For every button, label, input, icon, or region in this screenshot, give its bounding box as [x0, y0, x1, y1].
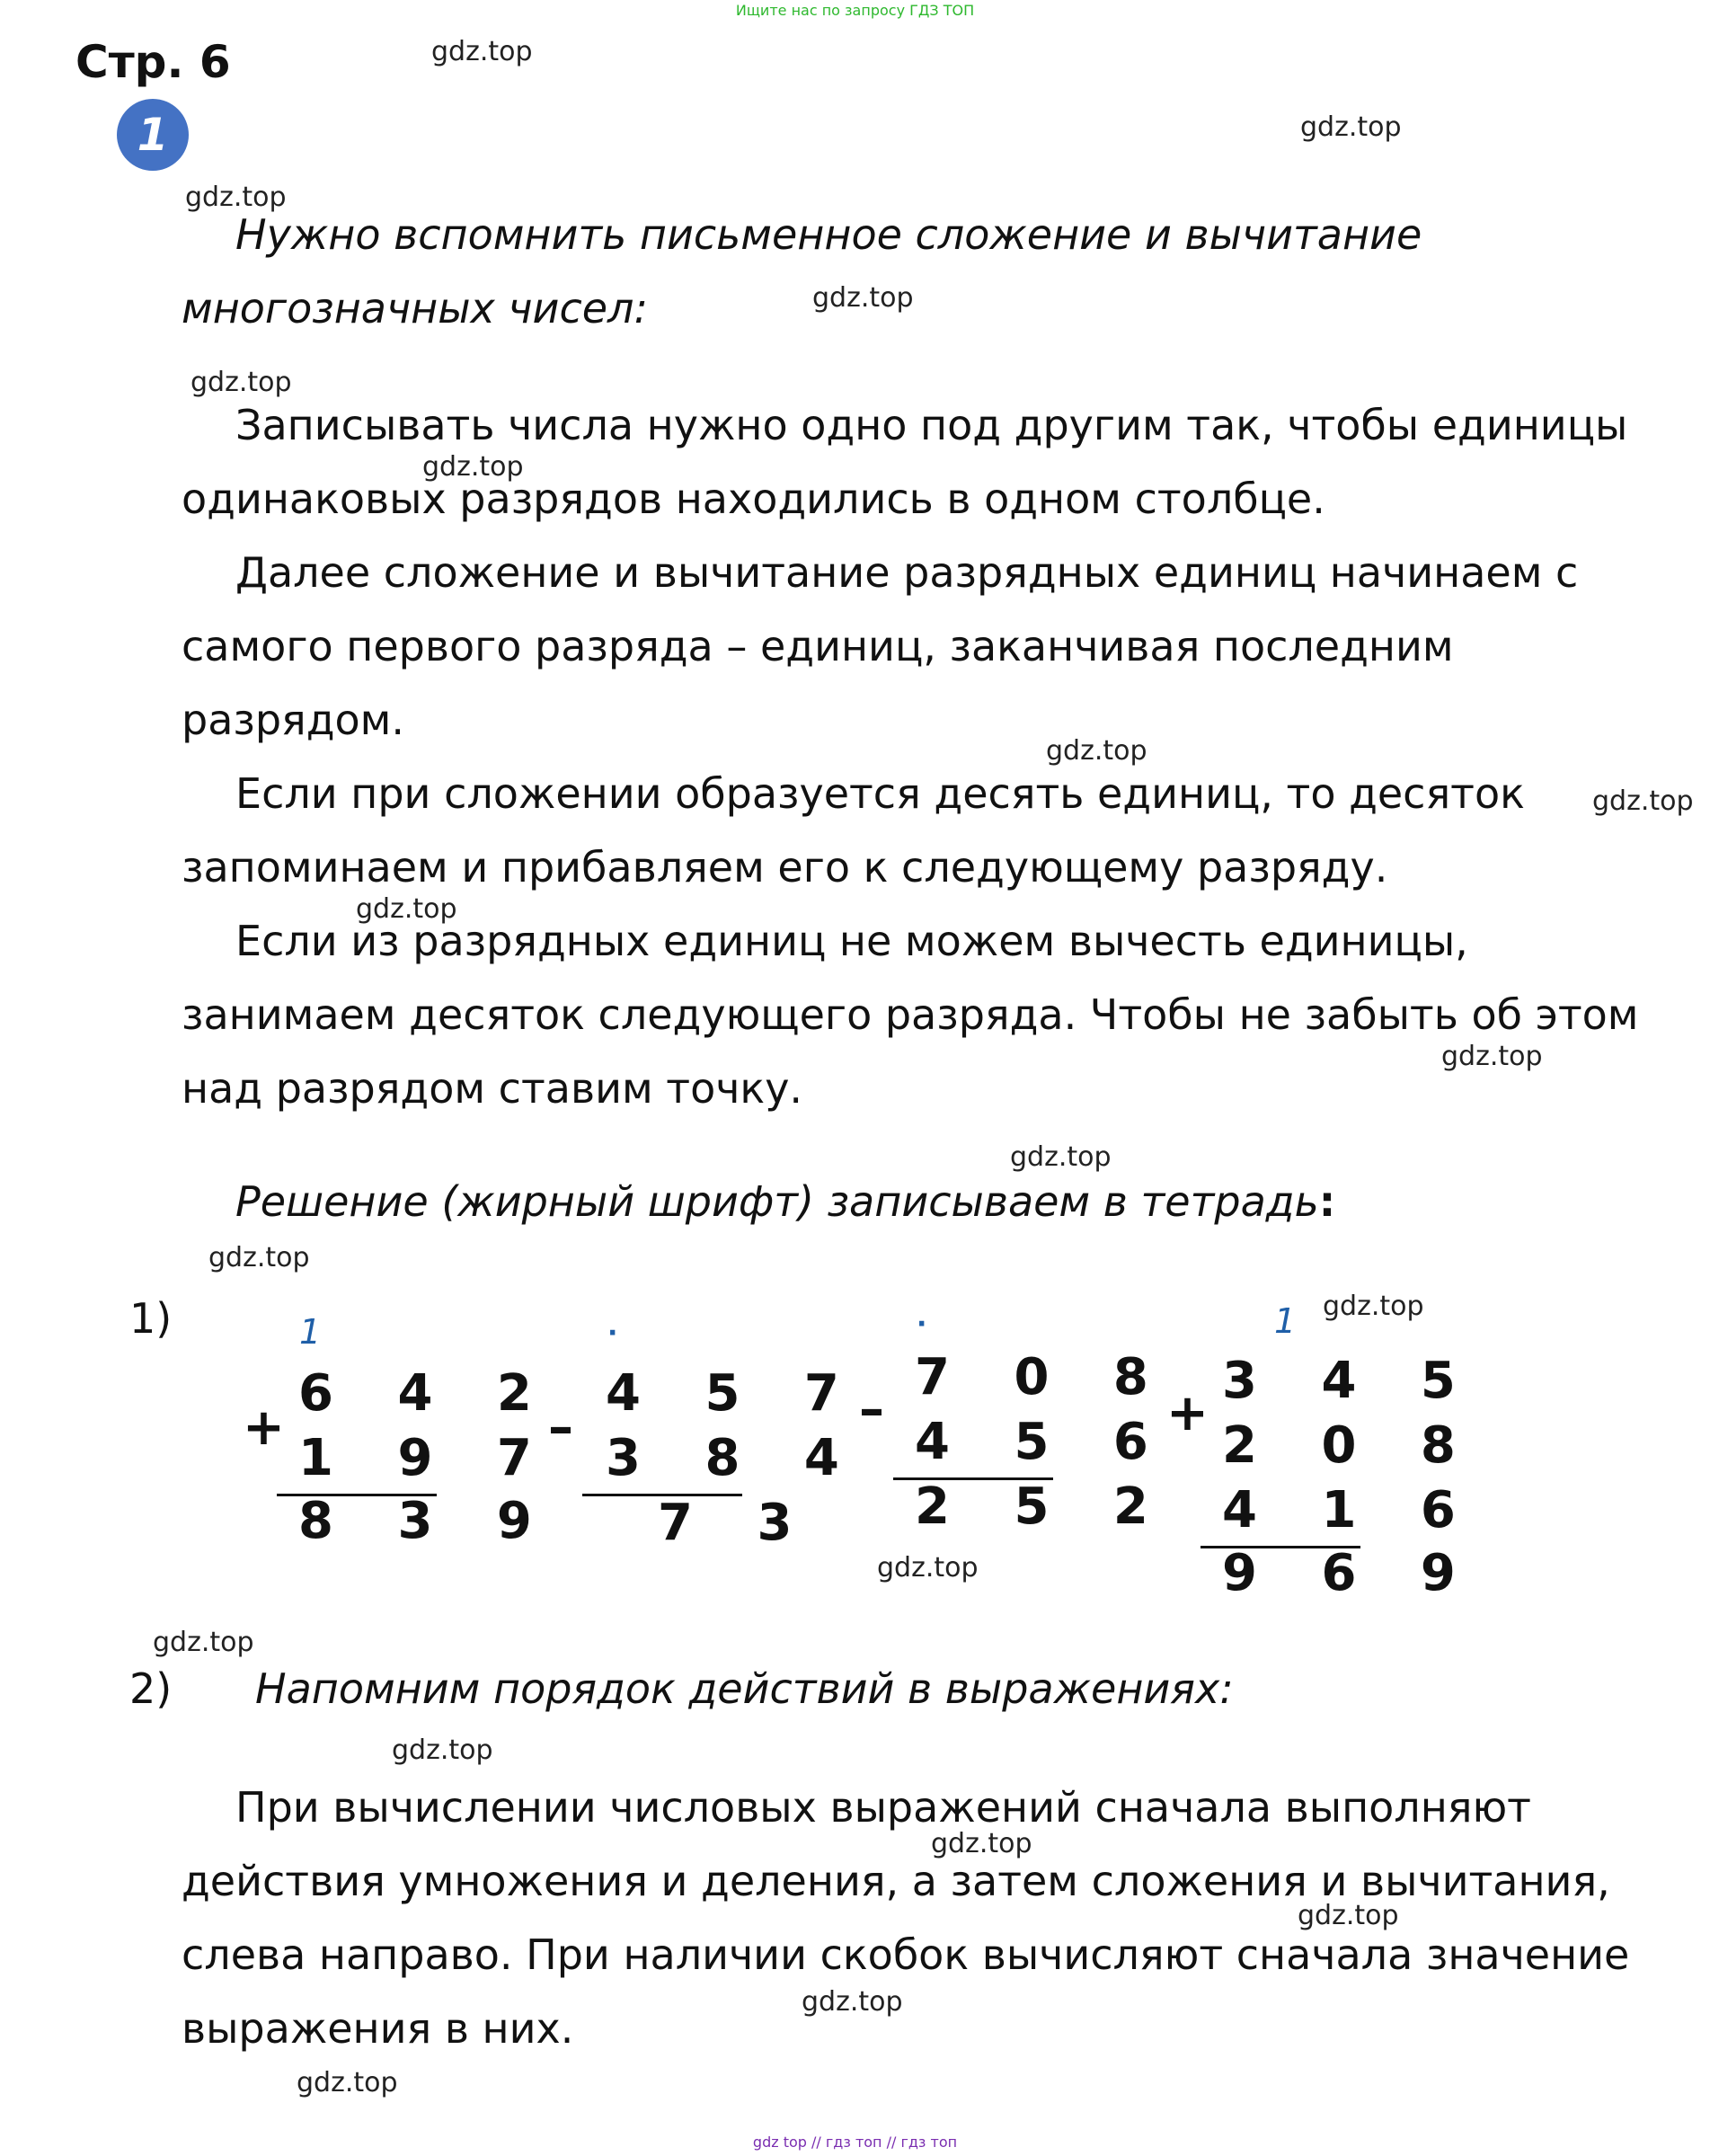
borrow-dot: ·	[917, 1309, 927, 1340]
exercise-number-badge: 1	[117, 99, 189, 171]
operand: 4 1 6	[1222, 1481, 1479, 1539]
result: 8 3 9	[298, 1492, 555, 1550]
paragraph-line: Если из разрядных единиц не можем вычесть единицы,	[235, 917, 1468, 965]
operand: 4 5 7	[606, 1364, 863, 1423]
watermark: gdz.top	[1592, 785, 1694, 817]
plus-sign: +	[1166, 1384, 1209, 1442]
task-1-label: 1)	[129, 1294, 173, 1343]
watermark: gdz.top	[1298, 1900, 1399, 1931]
solution-note-text: Решение (жирный шрифт) записываем в тетрадь	[235, 1177, 1319, 1226]
watermark: gdz.top	[1323, 1291, 1424, 1322]
watermark: gdz.top	[1010, 1141, 1112, 1173]
top-banner: Ищите нас по запросу ГДЗ ТОП	[735, 2, 975, 19]
watermark: gdz.top	[422, 451, 524, 483]
paragraph-line: занимаем десяток следующего разряда. Чтобы не забыть об этом	[182, 990, 1639, 1039]
operand: 3 4 5	[1222, 1352, 1479, 1410]
paragraph-line: При вычислении числовых выражений сначала выполняют	[235, 1783, 1531, 1832]
minus-sign: –	[859, 1380, 884, 1439]
footer: gdz top // гдз топ // гдз топ	[752, 2134, 958, 2151]
watermark: gdz.top	[208, 1242, 310, 1273]
watermark: gdz.top	[190, 367, 292, 398]
plus-sign: +	[243, 1398, 285, 1457]
watermark: gdz.top	[931, 1828, 1032, 1859]
operand: 6 4 2	[298, 1364, 555, 1423]
paragraph-line: выражения в них.	[182, 2004, 574, 2053]
watermark: gdz.top	[812, 282, 914, 314]
carry-mark: 1	[299, 1312, 322, 1352]
intro-line: Нужно вспомнить письменное сложение и вычитание	[235, 210, 1422, 259]
operand: 7 0 8	[915, 1348, 1172, 1406]
task-2-label: 2)	[129, 1664, 173, 1713]
watermark: gdz.top	[1300, 111, 1402, 143]
watermark: gdz.top	[392, 1735, 493, 1766]
result: 2 5 2	[915, 1477, 1172, 1536]
watermark: gdz.top	[153, 1627, 254, 1658]
carry-mark: 1	[1274, 1301, 1297, 1341]
watermark: gdz.top	[802, 1986, 903, 2018]
watermark: gdz.top	[431, 36, 533, 67]
watermark: gdz.top	[356, 893, 457, 925]
paragraph-line: действия умножения и деления, а затем сложения и вычитания,	[182, 1857, 1610, 1905]
operand: 2 0 8	[1222, 1416, 1479, 1475]
watermark: gdz.top	[297, 2067, 398, 2098]
operand: 3 8 4	[606, 1429, 863, 1487]
paragraph-line: Далее сложение и вычитание разрядных единиц начинаем с	[235, 548, 1579, 597]
paragraph-line: над разрядом ставим точку.	[182, 1064, 803, 1113]
watermark: gdz.top	[1046, 735, 1147, 767]
paragraph-line: запоминаем и прибавляем его к следующему разряду.	[182, 843, 1388, 892]
watermark: gdz.top	[877, 1552, 979, 1584]
paragraph-line: Записывать числа нужно одно под другим так, чтобы единицы	[235, 401, 1628, 449]
paragraph-line: самого первого разряда – единиц, заканчивая последним	[182, 622, 1454, 670]
solution-note	[235, 1177, 1335, 1226]
paragraph-line: Если при сложении образуется десять единиц, то десяток	[235, 769, 1525, 818]
operand: 4 5 6	[915, 1413, 1172, 1471]
intro-line: многозначных чисел:	[182, 284, 648, 333]
paragraph-line: разрядом.	[182, 696, 404, 744]
result: 9 6 9	[1222, 1544, 1479, 1602]
watermark: gdz.top	[185, 182, 287, 213]
paragraph-line: одинаковых разрядов находились в одном столбце.	[182, 475, 1325, 523]
operand: 1 9 7	[298, 1429, 555, 1487]
page-title: Стр. 6	[75, 36, 231, 88]
task-2-heading: Напомним порядок действий в выражениях:	[255, 1664, 1234, 1713]
paragraph-line: слева направо. При наличии скобок вычисляют сначала значение	[182, 1930, 1630, 1979]
solution-note-colon: :	[1318, 1177, 1336, 1226]
borrow-dot: ·	[607, 1318, 618, 1349]
watermark: gdz.top	[1441, 1041, 1543, 1072]
result: 7 3	[658, 1494, 816, 1552]
minus-sign: –	[548, 1398, 573, 1457]
